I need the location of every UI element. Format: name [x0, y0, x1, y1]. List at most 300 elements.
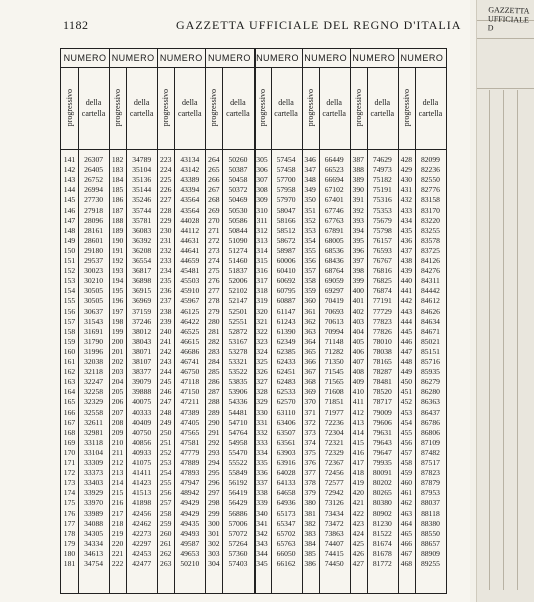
- cartella-column-header: della cartella: [226, 98, 250, 118]
- cartella-number: 86280: [420, 387, 440, 397]
- progressive-number: 267: [208, 185, 220, 195]
- cartella-number: 65173: [276, 508, 296, 518]
- cartella-number: 74415: [324, 548, 344, 558]
- cartella-number: 48942: [180, 488, 200, 498]
- cartella-number: 79643: [372, 437, 392, 447]
- cartella-number: 73126: [324, 498, 344, 508]
- progressive-number: 405: [352, 336, 364, 346]
- cartella-number: 51837: [228, 266, 248, 276]
- group-header: NUMERO: [254, 49, 302, 68]
- cartella-number: 38071: [132, 346, 152, 356]
- progressive-number: 270: [208, 215, 220, 225]
- progressive-number: 458: [400, 458, 413, 467]
- cartella-number: 75353: [372, 205, 392, 215]
- cartella-column-header: della cartella: [274, 98, 298, 118]
- cartella-number: 80902: [372, 508, 392, 518]
- progressive-number: 331: [256, 417, 268, 427]
- cartella-number: 50586: [228, 215, 248, 225]
- progressive-number: 260: [160, 528, 172, 538]
- cartella-number: 70419: [324, 296, 344, 306]
- cartella-number: 75798: [372, 225, 392, 235]
- progressive-number: 273: [208, 245, 220, 255]
- cartella-number: 67763: [324, 215, 344, 225]
- progressive-number: 348: [304, 175, 316, 185]
- cartella-number: 40075: [132, 397, 152, 407]
- cartella-number: 36898: [132, 276, 152, 286]
- progressive-number: 300: [208, 518, 220, 528]
- progressive-number: 425: [352, 538, 364, 548]
- cartella-number: 62349: [276, 336, 296, 346]
- progressive-number: 328: [256, 387, 268, 397]
- cartella-number: 44112: [180, 225, 200, 235]
- progressive-number: 186: [111, 195, 124, 205]
- cartella-number: 61390: [276, 326, 296, 336]
- progressive-number: 193: [111, 266, 124, 276]
- progressive-number: 333: [256, 437, 268, 447]
- progressive-number: 386: [304, 559, 316, 568]
- cartella-number: 71977: [324, 407, 344, 417]
- cartella-number: 49429: [180, 508, 200, 518]
- progressive-number: 200: [111, 336, 124, 346]
- progressive-number: 175: [63, 498, 76, 508]
- cartella-number: 72304: [324, 427, 344, 437]
- cartella-number: 65702: [276, 528, 296, 538]
- cartella-number: 47118: [180, 377, 200, 387]
- progressive-number: 437: [400, 245, 413, 255]
- cartella-number: 72321: [324, 437, 344, 447]
- progressive-number: 191: [111, 245, 124, 255]
- cartella-number: 39888: [132, 387, 152, 397]
- cartella-number: 64936: [276, 498, 296, 508]
- progressive-number: 214: [111, 478, 124, 488]
- cartella-number: 73472: [324, 518, 344, 528]
- table-row: [61, 327, 446, 337]
- progressive-number: 368: [304, 377, 316, 387]
- progressive-number: 392: [352, 205, 364, 215]
- progressive-number: 189: [111, 225, 124, 235]
- progressive-number: 329: [256, 397, 268, 407]
- progressive-number: 216: [111, 498, 124, 508]
- progressive-number: 183: [111, 165, 124, 175]
- cartella-number: 26307: [84, 155, 104, 164]
- progressive-number: 404: [352, 326, 364, 336]
- progressive-number: 205: [111, 387, 124, 397]
- progressive-number: 150: [63, 245, 76, 255]
- cartella-number: 69297: [324, 286, 344, 296]
- table-row: [61, 418, 446, 428]
- progressive-number: 388: [352, 165, 364, 175]
- progressive-number: 317: [256, 276, 268, 286]
- cartella-number: 64133: [276, 478, 296, 488]
- cartella-number: 33373: [84, 468, 104, 478]
- progressive-number: 426: [352, 548, 364, 558]
- cartella-number: 34088: [84, 518, 104, 528]
- progressive-number: 264: [208, 155, 220, 164]
- cartella-number: 84634: [420, 316, 440, 326]
- cartella-number: 81522: [372, 528, 392, 538]
- progressive-number: 429: [400, 165, 413, 175]
- cartella-number: 38107: [132, 357, 152, 366]
- progressive-number: 336: [256, 468, 268, 478]
- cartella-number: 83255: [420, 225, 440, 235]
- progressive-number: 282: [208, 336, 220, 346]
- progressive-number: 316: [256, 266, 268, 276]
- cartella-number: 47893: [180, 468, 200, 478]
- progressive-number: 468: [400, 559, 413, 568]
- progressive-number: 236: [160, 286, 172, 296]
- cartella-number: 39079: [132, 377, 152, 387]
- cartella-number: 54710: [228, 417, 248, 427]
- progressive-number: 169: [63, 437, 76, 447]
- cartella-number: 34613: [84, 548, 104, 558]
- progressive-number: 296: [208, 478, 220, 488]
- progressive-number: 323: [256, 336, 268, 346]
- cartella-number: 66694: [324, 175, 344, 185]
- progressive-number: 287: [208, 387, 220, 397]
- progressive-label: progressivo: [209, 89, 219, 127]
- progressive-number: 207: [111, 407, 124, 417]
- progressive-number: 246: [160, 387, 172, 397]
- progressive-number: 292: [208, 437, 220, 447]
- cartella-number: 40333: [132, 407, 152, 417]
- cartella-number: 86279: [420, 377, 440, 387]
- progressive-number: 441: [400, 286, 413, 296]
- progressive-number: 379: [304, 488, 316, 498]
- progressive-number: 145: [63, 195, 76, 205]
- cartella-number: 67746: [324, 205, 344, 215]
- cartella-number: 56419: [228, 488, 248, 498]
- cartella-number: 33929: [84, 488, 104, 498]
- progressive-number: 212: [111, 458, 124, 467]
- cartella-number: 67891: [324, 225, 344, 235]
- cartella-number: 30637: [84, 306, 104, 316]
- progressive-number: 198: [111, 316, 124, 326]
- progressive-number: 315: [256, 256, 268, 265]
- cartella-number: 83220: [420, 215, 440, 225]
- progressive-number: 347: [304, 165, 316, 175]
- cartella-number: 50372: [228, 185, 248, 195]
- progressive-number: 452: [400, 397, 413, 407]
- progressive-number: 383: [304, 528, 316, 538]
- cartella-number: 37159: [132, 306, 152, 316]
- progressive-number: 221: [111, 548, 124, 558]
- gazette-title: GAZZETTA UFFICIALE DEL REGNO D'ITALIA: [176, 18, 462, 32]
- progressive-number: 158: [63, 326, 76, 336]
- cartella-number: 71851: [324, 397, 344, 407]
- cartella-column-header: della cartella: [370, 98, 395, 118]
- progressive-number: 166: [63, 407, 76, 417]
- progressive-number: 247: [160, 397, 172, 407]
- cartella-number: 31996: [84, 346, 104, 356]
- cartella-number: 78010: [372, 336, 392, 346]
- cartella-number: 46422: [180, 316, 200, 326]
- progressive-number: 220: [111, 538, 124, 548]
- progressive-number: 363: [304, 326, 316, 336]
- cartella-number: 32247: [84, 377, 104, 387]
- progressive-number: 327: [256, 377, 268, 387]
- cartella-number: 42297: [132, 538, 152, 548]
- cartella-number: 63406: [276, 417, 296, 427]
- page-header: [0, 16, 470, 34]
- progressive-number: 430: [400, 175, 413, 185]
- cartella-number: 56192: [228, 478, 248, 488]
- cartella-number: 66050: [276, 548, 296, 558]
- cartella-number: 63903: [276, 447, 296, 457]
- progressive-number: 163: [63, 377, 76, 387]
- cartella-number: 74407: [324, 538, 344, 548]
- progressive-number: 457: [400, 447, 413, 457]
- progressive-number: 400: [352, 286, 364, 296]
- progressive-number: 297: [208, 488, 220, 498]
- cartella-number: 36392: [132, 235, 152, 245]
- progressive-number: 182: [111, 155, 124, 164]
- cartella-number: 35136: [132, 175, 152, 185]
- cartella-number: 44028: [180, 215, 200, 225]
- cartella-number: 79606: [372, 417, 392, 427]
- progressive-number: 168: [63, 427, 76, 437]
- cartella-number: 81230: [372, 518, 392, 528]
- cartella-number: 60795: [276, 286, 296, 296]
- cartella-number: 67102: [324, 185, 344, 195]
- progressive-number: 307: [256, 175, 268, 185]
- progressive-number: 293: [208, 447, 220, 457]
- cartella-number: 45910: [180, 286, 200, 296]
- cartella-number: 43394: [180, 185, 200, 195]
- table-row: [61, 216, 446, 226]
- progressive-number: 319: [256, 296, 268, 306]
- progressive-number: 252: [160, 447, 172, 457]
- cartella-number: 82550: [420, 175, 440, 185]
- cartella-number: 31691: [84, 326, 104, 336]
- progressive-number: 219: [111, 528, 124, 538]
- progressive-number: 271: [208, 225, 220, 235]
- progressive-number: 202: [111, 357, 124, 366]
- progressive-number: 322: [256, 326, 268, 336]
- cartella-number: 76767: [372, 256, 392, 265]
- cartella-number: 80380: [372, 498, 392, 508]
- progressive-number: 226: [160, 185, 172, 195]
- progressive-number: 172: [63, 468, 76, 478]
- cartella-number: 83725: [420, 245, 440, 255]
- progressive-label: progressivo: [113, 89, 123, 127]
- cartella-number: 75191: [372, 185, 392, 195]
- cartella-number: 77191: [372, 296, 392, 306]
- progressive-number: 428: [400, 155, 413, 164]
- cartella-number: 60006: [276, 256, 296, 265]
- cartella-number: 72329: [324, 447, 344, 457]
- progressive-number: 208: [111, 417, 124, 427]
- progressive-number: 360: [304, 296, 316, 306]
- progressive-number: 155: [63, 296, 76, 306]
- cartella-number: 88909: [420, 548, 440, 558]
- progressive-number: 256: [160, 488, 172, 498]
- cartella-number: 43389: [180, 175, 200, 185]
- cartella-number: 76816: [372, 266, 392, 276]
- cartella-number: 74973: [372, 165, 392, 175]
- cartella-number: 84612: [420, 296, 440, 306]
- progressive-number: 240: [160, 326, 172, 336]
- cartella-number: 65347: [276, 518, 296, 528]
- cartella-number: 52006: [228, 276, 248, 286]
- progressive-number: 467: [400, 548, 413, 558]
- table-row: [61, 296, 446, 306]
- cartella-number: 53321: [228, 357, 248, 366]
- progressive-label: progressivo: [305, 89, 315, 127]
- progressive-number: 403: [352, 316, 364, 326]
- cartella-number: 43564: [180, 205, 200, 215]
- progressive-number: 401: [352, 296, 364, 306]
- cartella-number: 38012: [132, 326, 152, 336]
- progressive-number: 174: [63, 488, 76, 498]
- cartella-number: 58987: [276, 245, 296, 255]
- cartella-number: 34754: [84, 559, 104, 568]
- progressive-number: 222: [111, 559, 124, 568]
- progressive-number: 320: [256, 306, 268, 316]
- progressive-number: 238: [160, 306, 172, 316]
- group-header: NUMERO: [205, 49, 253, 68]
- progressive-number: 410: [352, 387, 364, 397]
- cartella-number: 78165: [372, 357, 392, 366]
- cartella-number: 26752: [84, 175, 104, 185]
- cartella-number: 27918: [84, 205, 104, 215]
- cartella-number: 64658: [276, 488, 296, 498]
- progressive-number: 188: [111, 215, 124, 225]
- progressive-number: 438: [400, 256, 413, 265]
- table-row: [61, 519, 446, 529]
- progressive-number: 451: [400, 387, 413, 397]
- progressive-number: 396: [352, 245, 364, 255]
- table-row: [61, 276, 446, 286]
- progressive-number: 342: [256, 528, 268, 538]
- progressive-number: 324: [256, 346, 268, 356]
- cartella-number: 55522: [228, 458, 248, 467]
- table-row: [61, 165, 446, 175]
- table-row: [61, 387, 446, 397]
- progressive-number: 156: [63, 306, 76, 316]
- progressive-number: 242: [160, 346, 172, 356]
- progressive-number: 415: [352, 437, 364, 447]
- cartella-number: 57264: [228, 538, 248, 548]
- table-row: [61, 559, 446, 569]
- cartella-number: 57360: [228, 548, 248, 558]
- progressive-number: 414: [352, 427, 364, 437]
- progressive-number: 268: [208, 195, 220, 205]
- cartella-number: 51090: [228, 235, 248, 245]
- cartella-number: 28601: [84, 235, 104, 245]
- cartella-number: 45481: [180, 266, 200, 276]
- progressive-number: 286: [208, 377, 220, 387]
- cartella-number: 79631: [372, 427, 392, 437]
- cartella-number: 58512: [276, 225, 296, 235]
- cartella-number: 87109: [420, 437, 440, 447]
- progressive-number: 427: [352, 559, 364, 568]
- progressive-column-header: [61, 67, 78, 149]
- progressive-number: 459: [400, 468, 413, 478]
- progressive-number: 302: [208, 538, 220, 548]
- progressive-column-header: [109, 67, 126, 149]
- cartella-number: 88380: [420, 518, 440, 528]
- progressive-number: 436: [400, 235, 413, 245]
- progressive-number: 154: [63, 286, 76, 296]
- progressive-number: 253: [160, 458, 172, 467]
- cartella-number: 62483: [276, 377, 296, 387]
- progressive-number: 370: [304, 397, 316, 407]
- cartella-number: 47889: [180, 458, 200, 467]
- cartella-number: 84442: [420, 286, 440, 296]
- progressive-number: 289: [208, 407, 220, 417]
- cartella-number: 89255: [420, 559, 440, 568]
- cartella-number: 68764: [324, 266, 344, 276]
- progressive-number: 239: [160, 316, 172, 326]
- progressive-number: 190: [111, 235, 124, 245]
- cartella-number: 78038: [372, 346, 392, 356]
- cartella-number: 70613: [324, 316, 344, 326]
- progressive-number: 199: [111, 326, 124, 336]
- cartella-number: 63507: [276, 427, 296, 437]
- page-number: 1182: [63, 18, 89, 32]
- cartella-number: 77823: [372, 316, 392, 326]
- cartella-number: 78287: [372, 367, 392, 377]
- cartella-number: 75316: [372, 195, 392, 205]
- progressive-number: 195: [111, 286, 124, 296]
- progressive-number: 407: [352, 357, 364, 366]
- progressive-number: 335: [256, 458, 268, 467]
- cartella-number: 57970: [276, 195, 296, 205]
- cartella-number: 78717: [372, 397, 392, 407]
- cartella-number: 49435: [180, 518, 200, 528]
- table-row: [61, 185, 446, 195]
- cartella-number: 38377: [132, 367, 152, 377]
- progressive-number: 178: [63, 528, 76, 538]
- cartella-number: 85716: [420, 357, 440, 366]
- progressive-number: 197: [111, 306, 124, 316]
- cartella-number: 71545: [324, 367, 344, 377]
- cartella-number: 77729: [372, 306, 392, 316]
- cartella-number: 52551: [228, 316, 248, 326]
- progressive-number: 160: [63, 346, 76, 356]
- progressive-number: 281: [208, 326, 220, 336]
- progressive-number: 299: [208, 508, 220, 518]
- progressive-number: 432: [400, 195, 413, 205]
- table-row: [61, 357, 446, 367]
- progressive-number: 146: [63, 205, 76, 215]
- cartella-number: 58672: [276, 235, 296, 245]
- cartella-number: 50469: [228, 195, 248, 205]
- cartella-number: 49587: [180, 538, 200, 548]
- cartella-number: 88657: [420, 538, 440, 548]
- table-row: [61, 448, 446, 458]
- progressive-number: 176: [63, 508, 76, 518]
- progressive-number: 285: [208, 367, 220, 377]
- cartella-number: 46525: [180, 326, 200, 336]
- cartella-number: 41411: [132, 468, 152, 478]
- progressive-number: 167: [63, 417, 76, 427]
- group-header: NUMERO: [302, 49, 350, 68]
- table-row: [61, 509, 446, 519]
- progressive-number: 385: [304, 548, 316, 558]
- progressive-number: 211: [112, 447, 124, 457]
- cartella-number: 83158: [420, 195, 440, 205]
- table-row: [61, 317, 446, 327]
- progressive-column-header: [350, 67, 367, 149]
- adjacent-page-title: GAZZETTA UFFICIALE D: [487, 5, 530, 33]
- cartella-number: 72236: [324, 417, 344, 427]
- progressive-number: 326: [256, 367, 268, 377]
- progressive-number: 394: [352, 225, 364, 235]
- cartella-number: 57454: [276, 155, 296, 164]
- progressive-number: 224: [160, 165, 172, 175]
- progressive-number: 196: [111, 296, 124, 306]
